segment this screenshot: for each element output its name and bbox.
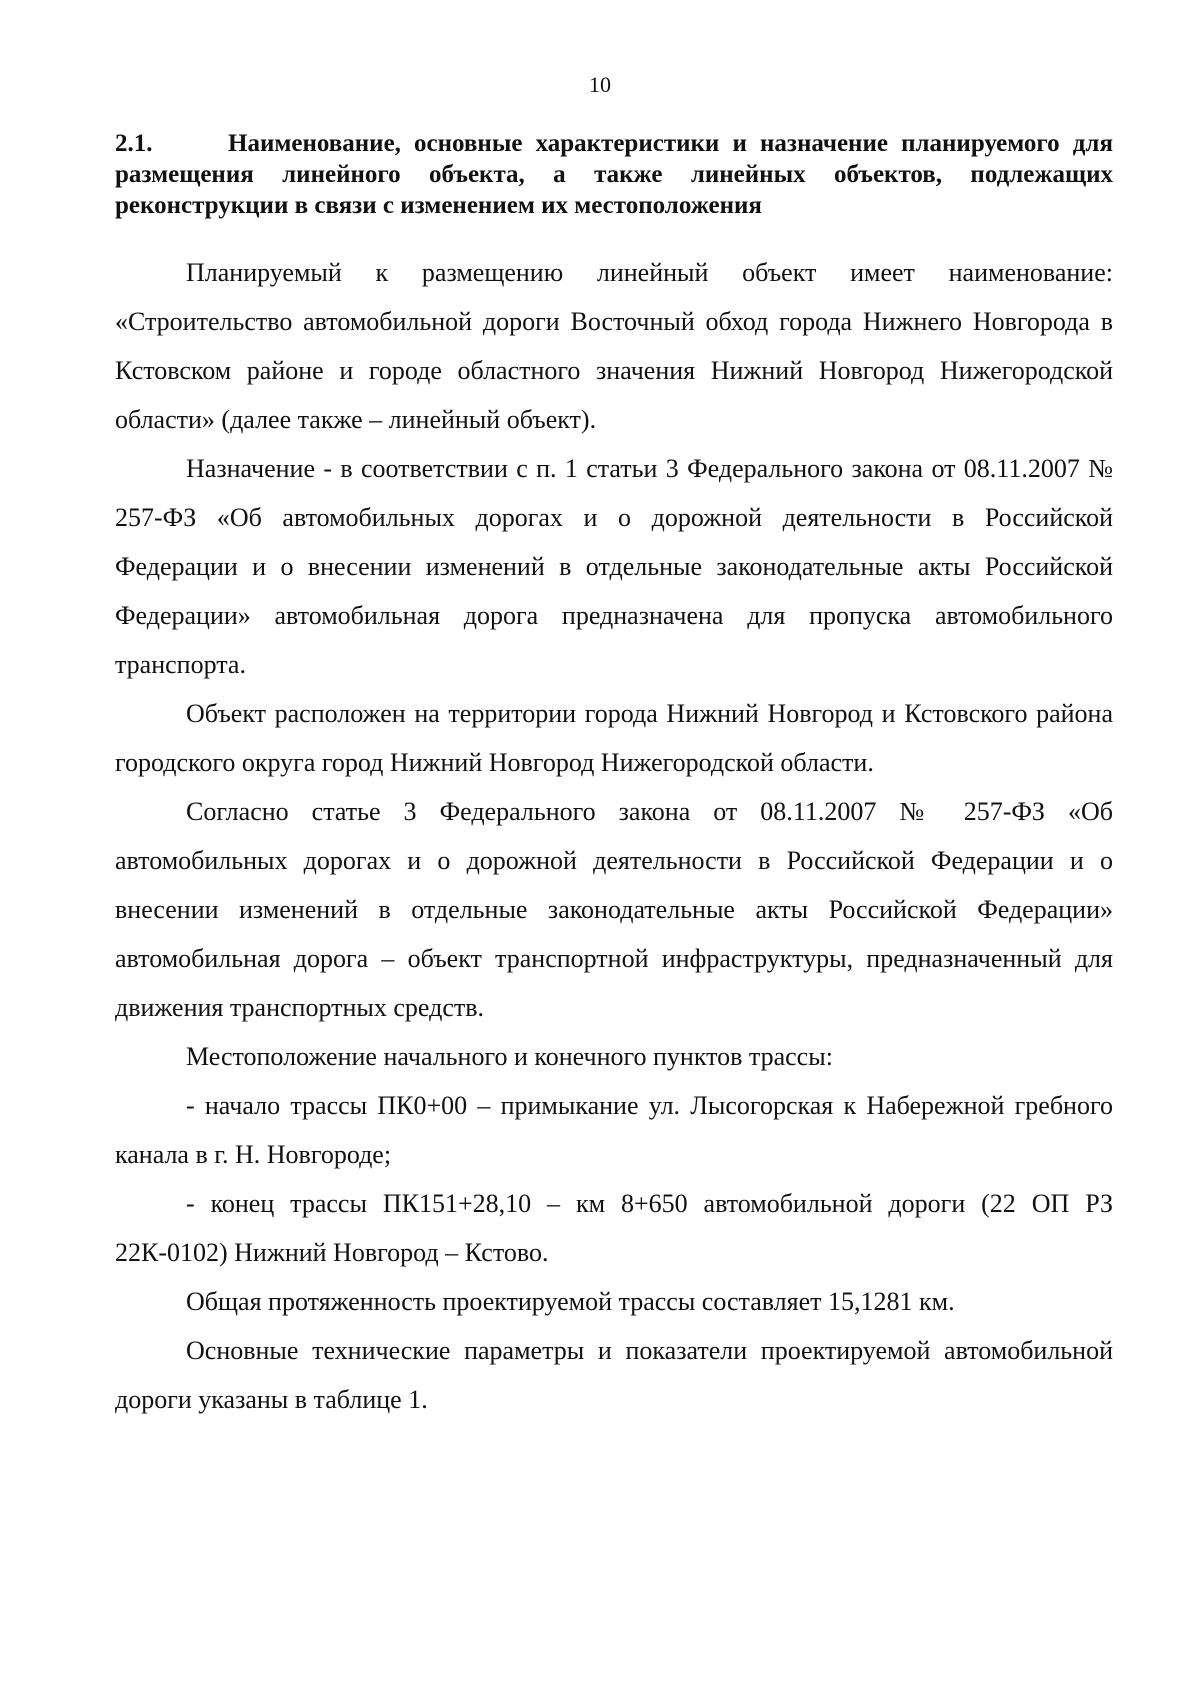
- list-item-route-start: - начало трассы ПК0+00 – примыкание ул. Лысогорская к Набережной гребного канала в г. Н. Новгороде;: [115, 1091, 1113, 1169]
- paragraph-table-reference: Основные технические параметры и показатели проектируемой автомобильной дороги указаны в таблице 1.: [115, 1336, 1113, 1414]
- page-content: [115, 128, 1113, 1424]
- paragraph-purpose: Назначение - в соответствии с п. 1 статьи 3 Федерального закона от 08.11.2007 № 257-ФЗ «Об автомобильных дорогах и о дорожной деятельности в Российской Федерации и о внесении изменений в отдельные законодательные акты Российской Федерации» автомобильная дорога предназначена для пропуска автомобильного транспорта.: [115, 454, 1113, 679]
- paragraph-definition: Согласно статье 3 Федерального закона от 08.11.2007 № 257-ФЗ «Об автомобильных дорогах и о дорожной деятельности в Российской Федерации и о внесении изменений в отдельные законодательные акты Российской Федерации» автомобильная дорога – объект транспортной инфраструктуры, предназначенный для движения транспортных средств.: [115, 797, 1113, 1022]
- paragraph-object-name: Планируемый к размещению линейный объект имеет наименование: «Строительство автомобильной дороги Восточный обход города Нижнего Новгорода в Кстовском районе и городе областного значения Нижний Новгород Нижегородской области» (далее также – линейный объект).: [115, 258, 1113, 434]
- section-title: Наименование, основные характеристики и назначение планируемого для размещения линейного объекта, а также линейных объектов, подлежащих реконструкции в связи с изменением их местоположения: [115, 130, 1113, 219]
- page-number: 10: [589, 72, 611, 97]
- section-heading: [115, 128, 1113, 221]
- section-number: 2.1.: [115, 130, 153, 157]
- paragraph-location: Объект расположен на территории города Нижний Новгород и Кстовского района городского округа город Нижний Новгород Нижегородской области.: [115, 699, 1113, 777]
- paragraph-total-length: Общая протяженность проектируемой трассы составляет 15,1281 км.: [186, 1287, 955, 1316]
- list-item-route-end: - конец трассы ПК151+28,10 – км 8+650 автомобильной дороги (22 ОП РЗ 22К-0102) Нижний Новгород – Кстово.: [115, 1189, 1113, 1267]
- paragraph-route-points: Местоположение начального и конечного пунктов трассы:: [186, 1042, 833, 1071]
